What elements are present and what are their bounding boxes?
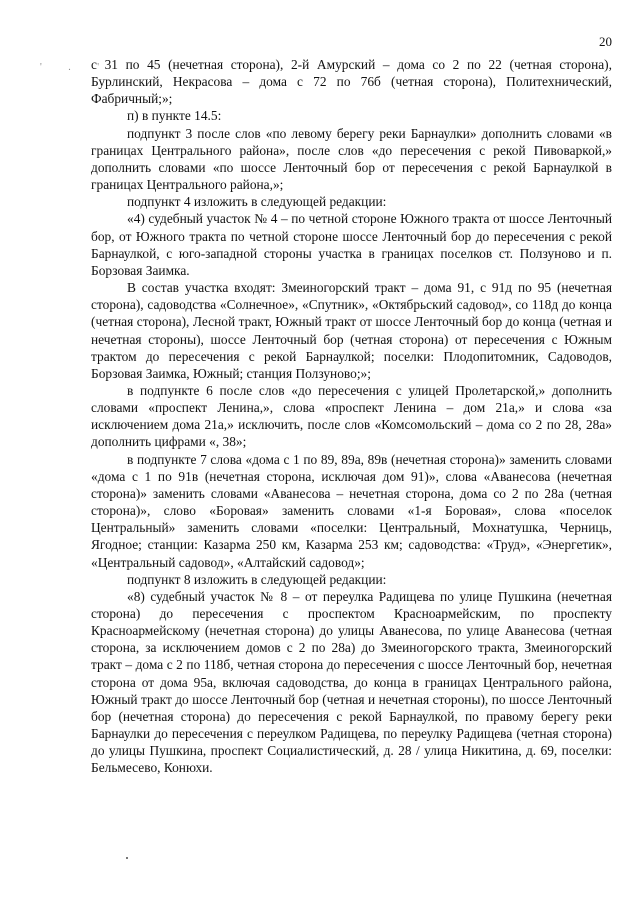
- paragraph-3: подпункт 3 после слов «по левому берегу реки Барнаулки» дополнить словами «в границах Центрального района», после слов «до пересечения с рекой Пивоваркой,» дополнить словами «по шоссе Ленточный бор от пересечения с рекой Барнаулкой в границах Центрального района,»;: [91, 125, 612, 193]
- scan-speck: [126, 857, 128, 859]
- paragraph-1: с 31 по 45 (нечетная сторона), 2-й Амурский – дома со 2 по 22 (четная сторона), Бурлинский, Некрасова – дома с 72 по 76б (четная сторона), Политехнический, Фабричный;»;: [91, 57, 612, 107]
- scan-artifacts: ' . ': [40, 62, 112, 73]
- paragraph-4: подпункт 4 изложить в следующей редакции:: [127, 194, 387, 210]
- paragraph-10: «8) судебный участок № 8 – от переулка Радищева по улице Пушкина (нечетная сторона) до пересечения с проспектом Красноармейским, по проспекту Красноармейскому (нечетная сторона) до улицы Аванесова, по улице Аванесова (четная сторона, за исключением домов с 2 по 28а) до Змеиногорского тракта, Змеиногорский тракт – дома с 2 по 118б, четная сторона до пересечения с шоссе Ленточный бор, нечетная сторона от дома 95а, включая садоводства, до конца в границах Центрального района, Южный тракт до шоссе Ленточный бор (четная и нечетная стороны), по шоссе Ленточный бор (нечетная сторона) до пересечения с рекой Барнаулкой, по правому берегу реки Барнаулки до пересечения с переулком Радищева, по переулку Радищева (четная сторона) до улицы Пушкина, проспект Социалистический, д. 28 / улица Никитина, д. 69, поселки: Бельмесево, Конюхи.: [91, 588, 612, 776]
- paragraph-8: в подпункте 7 слова «дома с 1 по 89, 89а, 89в (нечетная сторона)» заменить словами «дома с 1 по 91в (нечетная сторона, исключая дом 91)», слова «Аванесова (нечетная сторона)» заменить словами «Аванесова – нечетная сторона, дома со 2 по 28а (четная сторона)», слово «Боровая» заменить словами «1-я Боровая», слова «поселок Центральный» заменить словами «поселки: Центральный, Мохнатушка, Черниць, Ягодное; станции: Казарма 250 км, Казарма 253 км; садоводства: «Труд», «Энергетик», «Центральный садовод», «Алтайский садовод»;: [91, 451, 612, 570]
- paragraph-5: «4) судебный участок № 4 – по четной стороне Южного тракта от шоссе Ленточный бор, от Южного тракта по четной стороне шоссе Ленточный бор до пересечения с рекой Барнаулкой, с юго-западной стороны участка в границах поселков ст. Ползуново и п. Борзовая Заимка.: [91, 211, 612, 278]
- paragraph-6: В состав участка входят: Змеиногорский тракт – дома 91, с 91д по 95 (нечетная сторона), садоводства «Солнечное», «Спутник», «Октябрьский садовод», со 118д до конца (четная сторона), Лесной тракт, Южный тракт от шоссе Ленточный бор до конца (четная и нечетная стороны), шоссе Ленточный бор (четная сторона) от пересечения с Южным трактом до пересечения с рекой Барнаулкой; поселки: Плодопитомник, Садоводов, Борзовая Заимка, Южный; станция Ползуново;»;: [91, 280, 612, 381]
- document-body: [91, 56, 612, 777]
- paragraph-2: п) в пункте 14.5:: [127, 108, 222, 124]
- paragraph-7: в подпункте 6 после слов «до пересечения с улицей Пролетарской,» дополнить словами «проспект Ленина,», слова «проспект Ленина – дом 21а,» и слова «за исключением дома 21а,» исключить, после слов «Комсомольский – дома со 2 по 28, 28а» дополнить цифрами «, 38»;: [91, 382, 612, 450]
- page-number: 20: [599, 34, 612, 49]
- paragraph-9: подпункт 8 изложить в следующей редакции:: [127, 571, 387, 587]
